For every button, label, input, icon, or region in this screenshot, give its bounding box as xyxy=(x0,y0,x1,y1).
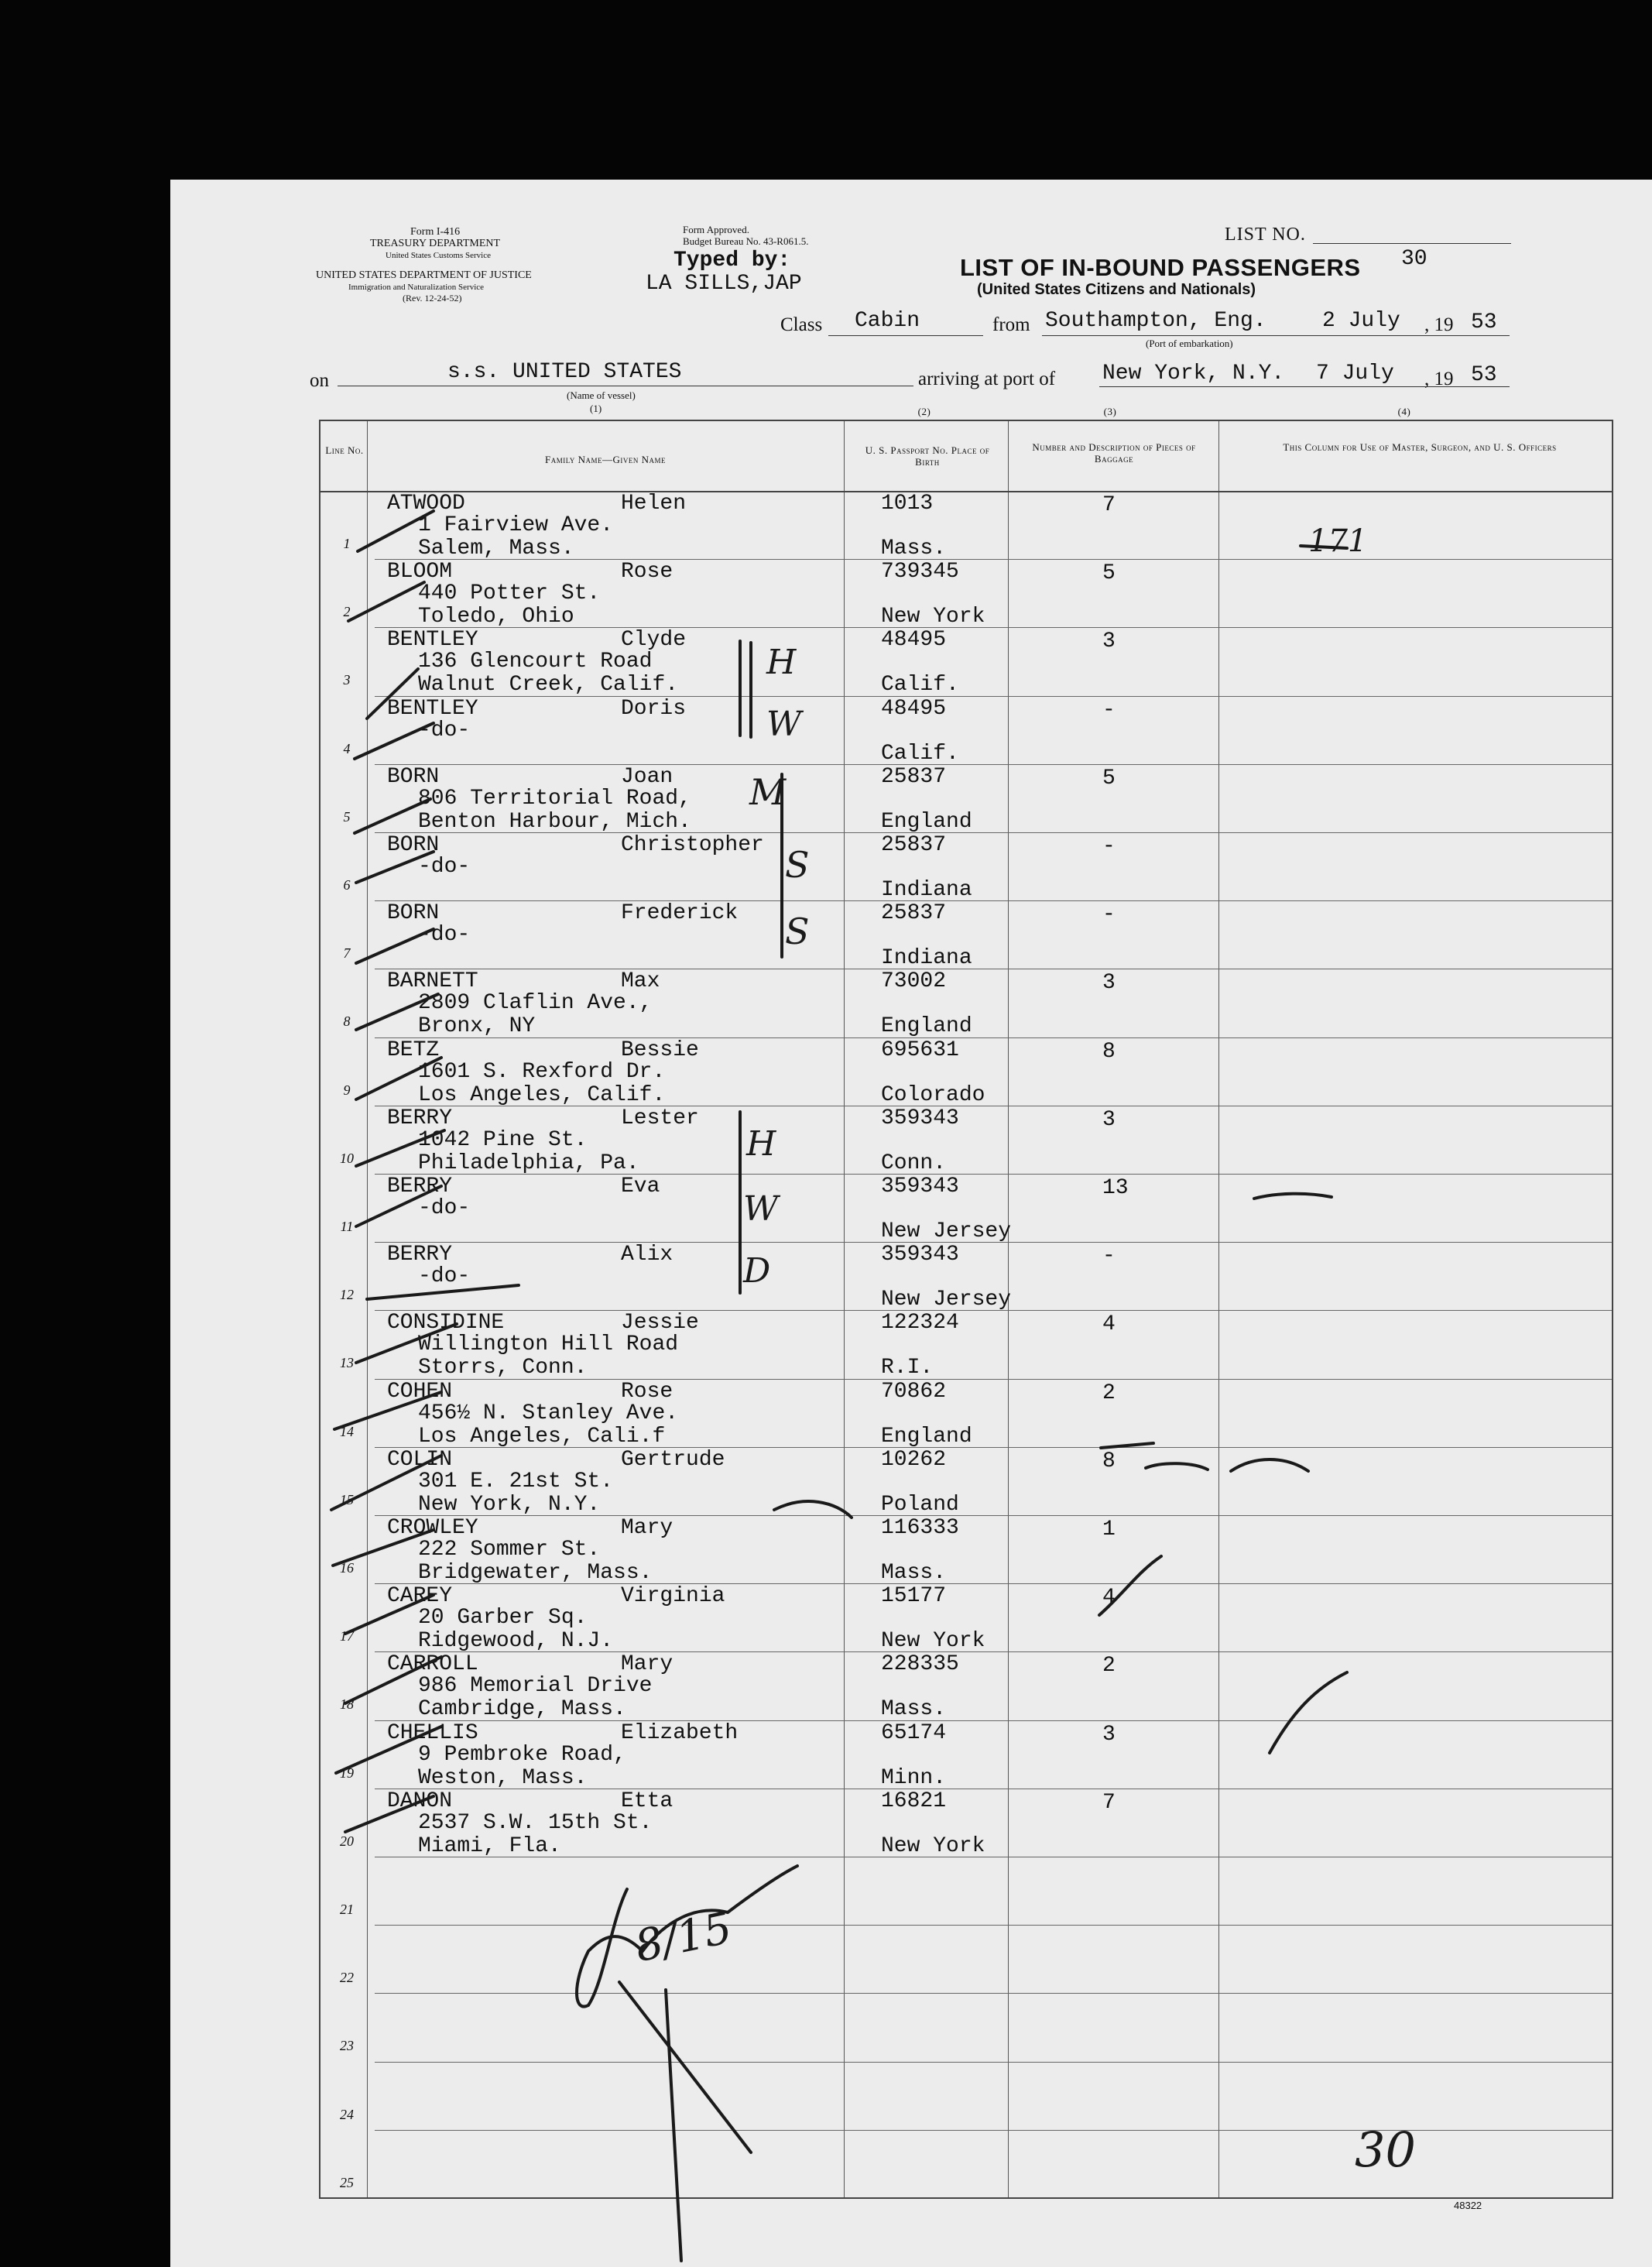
line-number: 5 xyxy=(343,808,351,825)
justice-dept: UNITED STATES DEPARTMENT OF JUSTICE xyxy=(316,269,532,281)
place-of-birth: Calif. xyxy=(881,673,959,698)
line-number: 17 xyxy=(340,1628,354,1645)
address-line-1: 9 Pembroke Road, xyxy=(418,1742,626,1767)
typed-by-label: Typed by: xyxy=(673,249,791,273)
address-line-2: Bronx, NY xyxy=(418,1014,536,1039)
address-line-1: 136 Glencourt Road xyxy=(418,650,653,674)
family-name: COHEN xyxy=(387,1379,453,1404)
form-stock-number: 48322 xyxy=(1454,2200,1482,2211)
address-line-1: -do- xyxy=(418,718,471,743)
line-number: 25 xyxy=(340,2174,354,2190)
address-line-1: 222 Sommer St. xyxy=(418,1538,601,1562)
address-line-2: Bridgewater, Mass. xyxy=(418,1561,653,1585)
passport-number: 25837 xyxy=(881,833,947,857)
given-name: Jessie xyxy=(621,1311,699,1336)
address-line-2: Toledo, Ohio xyxy=(418,605,574,629)
place-of-birth: Conn. xyxy=(881,1151,947,1175)
family-name: CAREY xyxy=(387,1584,453,1609)
passport-number: 122324 xyxy=(881,1311,959,1336)
column-header-line-no: Line No. xyxy=(325,444,364,456)
given-name: Bessie xyxy=(621,1037,699,1062)
handwritten-number: 8/15 xyxy=(630,1902,737,1973)
form-subtitle: (United States Citizens and Nationals) xyxy=(977,281,1256,298)
line-number: 19 xyxy=(340,1765,354,1781)
baggage-count: 1 xyxy=(1102,1518,1116,1542)
given-name: Mary xyxy=(621,1652,673,1677)
family-name: DANON xyxy=(387,1789,453,1813)
baggage-count: 7 xyxy=(1102,493,1116,517)
place-of-birth: Mass. xyxy=(881,1697,947,1722)
line-number: 2 xyxy=(343,604,351,620)
line-number: 12 xyxy=(340,1287,354,1303)
table-row xyxy=(320,2062,1612,2130)
family-name: ATWOOD xyxy=(387,492,465,516)
place-of-birth: Mass. xyxy=(881,537,947,561)
form-title: LIST OF IN-BOUND PASSENGERS xyxy=(960,254,1361,281)
column-4-marker: (4) xyxy=(1397,406,1411,417)
baggage-count: - xyxy=(1102,903,1116,928)
passport-number: 25837 xyxy=(881,764,947,789)
given-name: Frederick xyxy=(621,901,739,926)
passport-number: 116333 xyxy=(881,1516,959,1540)
baggage-count: - xyxy=(1102,698,1116,722)
embarkation-year: 53 xyxy=(1471,310,1497,334)
given-name: Christopher xyxy=(621,833,764,857)
address-line-2: Los Angeles, Cali.f xyxy=(418,1424,666,1449)
arrival-port: New York, N.Y. xyxy=(1102,362,1285,386)
form-approved: Form Approved. xyxy=(683,224,749,235)
baggage-count: 4 xyxy=(1102,1586,1116,1610)
ins-service: Immigration and Naturalization Service xyxy=(348,283,485,292)
line-number: 23 xyxy=(340,2038,354,2054)
given-name: Lester xyxy=(621,1106,699,1130)
handwritten-w: W xyxy=(766,705,802,744)
line-number: 13 xyxy=(340,1355,354,1371)
baggage-count: 2 xyxy=(1102,1654,1116,1679)
arrival-date: 7 July xyxy=(1316,362,1394,386)
address-line-2: New York, N.Y. xyxy=(418,1492,601,1517)
address-line-1: 440 Potter St. xyxy=(418,581,601,606)
baggage-count: 5 xyxy=(1102,766,1116,791)
customs-service: United States Customs Service xyxy=(386,251,491,260)
family-name: BLOOM xyxy=(387,560,453,585)
baggage-count: 5 xyxy=(1102,561,1116,586)
passport-number: 359343 xyxy=(881,1243,959,1267)
table-row xyxy=(320,1515,1612,1583)
passport-number: 65174 xyxy=(881,1720,947,1745)
passport-number: 73002 xyxy=(881,969,947,994)
line-number: 7 xyxy=(343,945,351,962)
family-name: BORN xyxy=(387,764,440,789)
given-name: Etta xyxy=(621,1789,673,1813)
line-number: 20 xyxy=(340,1833,354,1849)
line-number: 18 xyxy=(340,1696,354,1713)
officer-note: 171 xyxy=(1308,523,1368,559)
line-number: 10 xyxy=(340,1150,354,1166)
place-of-birth: Poland xyxy=(881,1492,959,1517)
table-row xyxy=(320,1789,1612,1857)
handwritten-m: M xyxy=(749,771,787,813)
baggage-count: 3 xyxy=(1102,971,1116,996)
arrival-year: 53 xyxy=(1471,363,1497,387)
table-row xyxy=(320,1720,1612,1789)
address-line-1: 301 E. 21st St. xyxy=(418,1469,614,1494)
place-of-birth: Indiana xyxy=(881,878,972,902)
family-name: BENTLEY xyxy=(387,628,478,653)
given-name: Joan xyxy=(621,764,673,789)
place-of-birth: New York xyxy=(881,1833,985,1858)
column-header-name: Family Name—Given Name xyxy=(545,454,666,465)
line-number: 3 xyxy=(343,672,351,688)
family-name: BARNETT xyxy=(387,969,478,994)
passport-number: 359343 xyxy=(881,1175,959,1199)
embarkation-year-prefix: , 19 xyxy=(1424,314,1454,335)
baggage-count: 7 xyxy=(1102,1790,1116,1815)
class-label: Class xyxy=(780,314,823,335)
baggage-count: 8 xyxy=(1102,1449,1116,1473)
on-label: on xyxy=(310,370,329,391)
table-row xyxy=(320,559,1612,627)
address-line-2: Weston, Mass. xyxy=(418,1765,588,1790)
passport-number: 228335 xyxy=(881,1652,959,1677)
line-number: 1 xyxy=(343,536,351,551)
handwritten-d: D xyxy=(743,1251,771,1291)
place-of-birth: Colorado xyxy=(881,1082,985,1107)
passenger-table xyxy=(319,406,1613,2199)
family-name: CONSIDINE xyxy=(387,1311,505,1336)
passport-number: 70862 xyxy=(881,1379,947,1404)
address-line-1: 986 Memorial Drive xyxy=(418,1674,653,1699)
place-of-birth: England xyxy=(881,1014,972,1039)
address-line-1: 2537 S.W. 15th St. xyxy=(418,1810,653,1835)
table-row xyxy=(320,1651,1612,1720)
table-row xyxy=(320,969,1612,1037)
address-line-1: -do- xyxy=(418,855,471,879)
embarkation-date: 2 July xyxy=(1322,309,1400,333)
table-row xyxy=(320,1993,1612,2061)
baggage-count: 3 xyxy=(1102,1722,1116,1747)
table-row xyxy=(320,491,1612,559)
given-name: Helen xyxy=(621,492,687,516)
family-name: BORN xyxy=(387,901,440,926)
place-of-birth: Calif. xyxy=(881,741,959,766)
revision: (Rev. 12-24-52) xyxy=(403,293,462,304)
place-of-birth: England xyxy=(881,809,972,834)
treasury-dept: TREASURY DEPARTMENT xyxy=(370,238,501,249)
given-name: Max xyxy=(621,969,660,994)
address-line-2: Philadelphia, Pa. xyxy=(418,1151,639,1175)
address-line-2: Miami, Fla. xyxy=(418,1833,561,1858)
place-of-birth: New York xyxy=(881,1629,985,1654)
given-name: Doris xyxy=(621,696,687,721)
table-row xyxy=(320,832,1612,900)
passport-number: 1013 xyxy=(881,492,934,516)
baggage-count: 4 xyxy=(1102,1312,1116,1337)
passport-number: 48495 xyxy=(881,696,947,721)
handwritten-s: S xyxy=(785,911,810,952)
family-name: COLIN xyxy=(387,1447,453,1472)
family-name: BORN xyxy=(387,833,440,857)
address-line-2: Benton Harbour, Mich. xyxy=(418,809,691,834)
given-name: Mary xyxy=(621,1516,673,1540)
from-label: from xyxy=(992,314,1030,335)
address-line-2: Storrs, Conn. xyxy=(418,1356,588,1380)
address-line-1: 20 Garber Sq. xyxy=(418,1606,588,1631)
address-line-2: Los Angeles, Calif. xyxy=(418,1082,666,1107)
handwritten-h: H xyxy=(766,643,797,682)
line-number: 11 xyxy=(340,1219,354,1234)
place-of-birth: Minn. xyxy=(881,1765,947,1790)
family-name: BERRY xyxy=(387,1175,453,1199)
handwritten-s: S xyxy=(785,844,810,886)
given-name: Rose xyxy=(621,1379,673,1404)
given-name: Virginia xyxy=(621,1584,725,1609)
address-line-1: -do- xyxy=(418,923,471,948)
table-row xyxy=(320,1379,1612,1447)
line-number: 6 xyxy=(343,877,351,893)
line-number: 4 xyxy=(343,740,351,756)
passport-number: 16821 xyxy=(881,1789,947,1813)
line-number: 14 xyxy=(340,1423,354,1439)
baggage-count: - xyxy=(1102,1244,1116,1269)
family-name: BENTLEY xyxy=(387,696,478,721)
table-row xyxy=(320,2130,1612,2198)
table-row xyxy=(320,1447,1612,1515)
table-row xyxy=(320,1857,1612,1925)
address-line-1: -do- xyxy=(418,1264,471,1289)
family-name: CROWLEY xyxy=(387,1516,478,1540)
column-header-baggage: Number and Description of Pieces of Baggage xyxy=(1032,441,1196,465)
line-number: 9 xyxy=(343,1082,351,1098)
column-3-marker: (3) xyxy=(1103,406,1117,417)
arriving-label: arriving at port of xyxy=(918,369,1056,389)
given-name: Elizabeth xyxy=(621,1720,739,1745)
baggage-count: - xyxy=(1102,835,1116,859)
address-line-1: Willington Hill Road xyxy=(418,1332,679,1357)
table-row xyxy=(320,900,1612,969)
port-of-embarkation: Southampton, Eng. xyxy=(1045,309,1266,333)
vessel-caption: (Name of vessel) xyxy=(567,389,636,401)
typist-name: LA SILLS,JAP xyxy=(646,272,802,296)
column-2-marker: (2) xyxy=(917,406,931,417)
table-row xyxy=(320,627,1612,698)
table-row xyxy=(320,1583,1612,1654)
passport-number: 25837 xyxy=(881,901,947,926)
address-line-1: 806 Territorial Road, xyxy=(418,786,691,811)
address-line-2: Ridgewood, N.J. xyxy=(418,1629,614,1654)
column-1-marker: (1) xyxy=(590,403,602,414)
budget-bureau: Budget Bureau No. 43-R061.5. xyxy=(683,235,809,247)
place-of-birth: New Jersey xyxy=(881,1288,1012,1312)
table-row xyxy=(320,1242,1612,1310)
address-line-2: Salem, Mass. xyxy=(418,537,574,561)
form-number: Form I-416 xyxy=(410,226,461,238)
passport-number: 695631 xyxy=(881,1037,959,1062)
arrival-year-prefix: , 19 xyxy=(1424,369,1454,389)
column-header-officers: This Column for Use of Master, Surgeon, and U. S. Officers xyxy=(1283,441,1557,453)
table-row xyxy=(320,764,1612,832)
address-line-1: 1 Fairview Ave. xyxy=(418,513,614,537)
passport-number: 15177 xyxy=(881,1584,947,1609)
table-row xyxy=(320,1310,1612,1378)
class-value: Cabin xyxy=(855,309,920,333)
table-row xyxy=(320,1106,1612,1174)
vessel-name: s.s. UNITED STATES xyxy=(447,360,682,384)
passport-number: 48495 xyxy=(881,628,947,653)
address-line-1: 1601 S. Rexford Dr. xyxy=(418,1059,666,1084)
line-number: 16 xyxy=(340,1560,354,1576)
place-of-birth: R.I. xyxy=(881,1356,934,1380)
baggage-count: 3 xyxy=(1102,1107,1116,1132)
address-line-1: 2809 Claflin Ave., xyxy=(418,991,653,1016)
address-line-1: 456½ N. Stanley Ave. xyxy=(418,1401,679,1425)
column-header-passport: U. S. Passport No. Place of Birth xyxy=(865,444,990,468)
baggage-count: 2 xyxy=(1102,1380,1116,1405)
address-line-1: 1042 Pine St. xyxy=(418,1127,588,1152)
address-line-2: Walnut Creek, Calif. xyxy=(418,673,679,698)
handwritten-h: H xyxy=(746,1124,776,1164)
passport-number: 10262 xyxy=(881,1447,947,1472)
family-name: CHELLIS xyxy=(387,1720,478,1745)
handwritten-w: W xyxy=(743,1189,779,1229)
place-of-birth: New Jersey xyxy=(881,1219,1012,1243)
baggage-count: 8 xyxy=(1102,1039,1116,1064)
given-name: Gertrude xyxy=(621,1447,725,1472)
address-line-2: Cambridge, Mass. xyxy=(418,1697,626,1722)
place-of-birth: Mass. xyxy=(881,1561,947,1585)
passport-number: 739345 xyxy=(881,560,959,585)
table-row xyxy=(320,1174,1612,1242)
given-name: Clyde xyxy=(621,628,687,653)
baggage-count: 3 xyxy=(1102,629,1116,654)
place-of-birth: New York xyxy=(881,605,985,629)
given-name: Rose xyxy=(621,560,673,585)
baggage-count: 13 xyxy=(1102,1176,1129,1200)
family-name: BERRY xyxy=(387,1106,453,1130)
family-name: CARROLL xyxy=(387,1652,478,1677)
port-embarkation-caption: (Port of embarkation) xyxy=(1146,338,1233,349)
passport-number: 359343 xyxy=(881,1106,959,1130)
line-number: 8 xyxy=(343,1013,351,1030)
given-name: Eva xyxy=(621,1175,660,1199)
handwritten-page-number: 30 xyxy=(1355,2121,1416,2178)
list-no-value: 30 xyxy=(1401,247,1428,271)
line-number: 21 xyxy=(340,1902,354,1917)
list-no-label: LIST NO. xyxy=(1225,225,1306,245)
table-row xyxy=(320,1925,1612,1993)
family-name: BETZ xyxy=(387,1037,440,1062)
line-number: 24 xyxy=(340,2106,354,2122)
place-of-birth: Indiana xyxy=(881,946,972,971)
line-number: 22 xyxy=(340,1970,354,1986)
family-name: BERRY xyxy=(387,1243,453,1267)
table-row xyxy=(320,1037,1612,1106)
table-row xyxy=(320,696,1612,764)
line-number: 15 xyxy=(340,1491,354,1507)
place-of-birth: England xyxy=(881,1424,972,1449)
address-line-1: -do- xyxy=(418,1196,471,1220)
given-name: Alix xyxy=(621,1243,673,1267)
